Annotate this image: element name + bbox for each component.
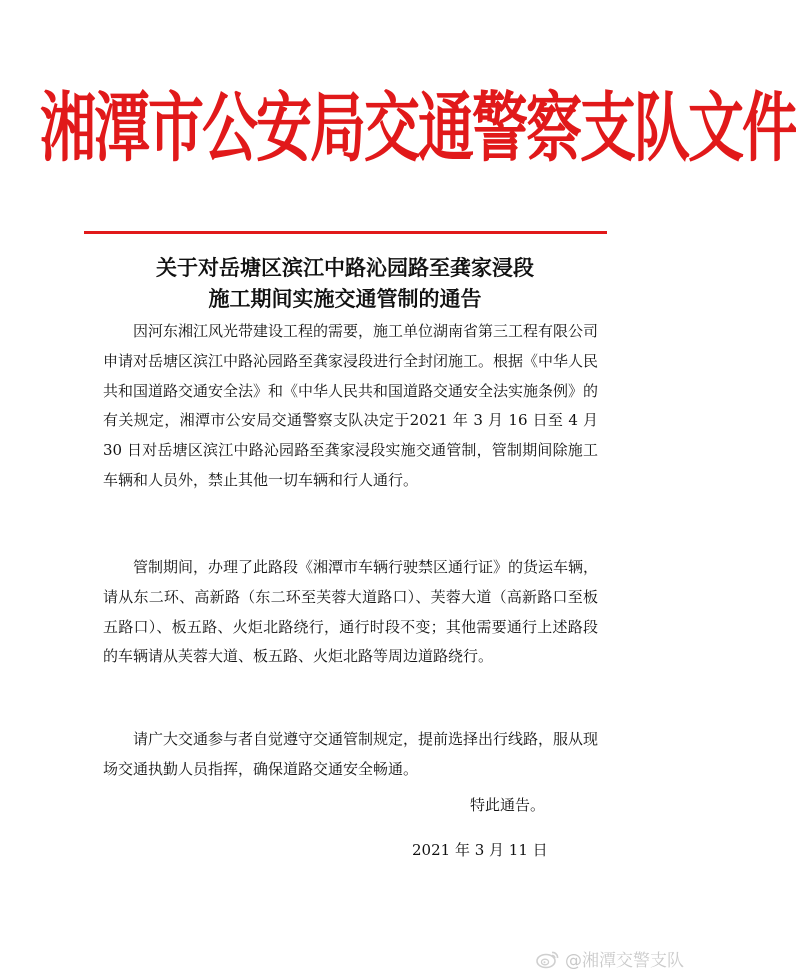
body-paragraph: 请广大交通参与者自觉遵守交通管制规定，提前选择出行线路，服从现场交通执勤人员指挥，确保道路交通安全畅通。: [103, 730, 599, 778]
weibo-icon: [536, 949, 560, 969]
weibo-watermark: [536, 946, 684, 971]
notice-title-line-1: 关于对岳塘区滨江中路沁园路至龚家浸段: [156, 256, 534, 280]
issue-date: 2021 年 3 月 11 日: [412, 841, 548, 859]
notice-title-line-2: 施工期间实施交通管制的通告: [208, 287, 482, 311]
body-paragraph: 因河东湘江风光带建设工程的需要，施工单位湖南省第三工程有限公司申请对岳塘区滨江中路沁园路至龚家浸段进行全封闭施工。根据《中华人民共和国道路交通安全法》和《中华人民共和国道路交通安全法实施条例》的有关规定，湘潭市公安局交通警察支队决定于2021 年 3 月 16 日至 4 月 30 日对岳塘区滨江中路沁园路至龚家浸段实施交通管制，管制期间除施工车辆和人员外，禁止其他一切车辆和行人通行。: [103, 322, 599, 489]
watermark-text: @湘潭交警支队: [565, 951, 684, 971]
red-divider-rule: [84, 231, 607, 234]
closing-remark: 特此通告。: [470, 796, 546, 814]
issuer-title: 湘潭市公安局交通警察支队文件: [40, 85, 796, 173]
body-paragraph: 管制期间，办理了此路段《湘潭市车辆行驶禁区通行证》的货运车辆，请从东二环、高新路（东二环至芙蓉大道路口）、芙蓉大道（高新路口至板五路口）、板五路、火炬北路绕行，通行时段不变；其他需要通行上述路段的车辆请从芙蓉大道、板五路、火炬北路等周边道路绕行。: [103, 558, 599, 666]
